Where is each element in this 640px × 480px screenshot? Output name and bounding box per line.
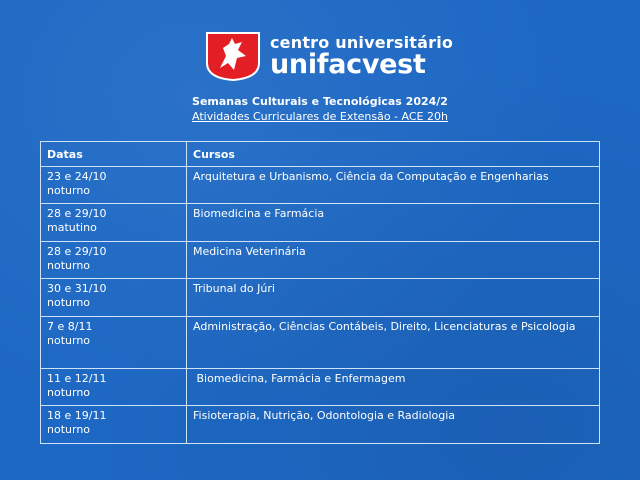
brand-text — [270, 34, 453, 79]
period-value: noturno — [47, 296, 91, 309]
table-row — [41, 369, 600, 406]
date-value: 23 e 24/10 — [47, 170, 107, 183]
courses-cell: Arquitetura e Urbanismo, Ciência da Computação e Engenharias — [187, 167, 600, 204]
table-header-row — [41, 142, 600, 167]
column-header-dates: Datas — [41, 142, 187, 167]
page-title: Semanas Culturais e Tecnológicas 2024/2 — [192, 95, 448, 108]
date-cell — [41, 167, 187, 204]
date-cell — [41, 369, 187, 406]
table-row — [41, 317, 600, 369]
table-row — [41, 406, 600, 444]
unifacvest-shield-logo-icon — [204, 30, 262, 82]
brand-line-1: centro universitário — [270, 32, 454, 52]
date-value: 18 e 19/11 — [47, 409, 107, 422]
table-row — [41, 204, 600, 242]
date-cell — [41, 242, 187, 279]
period-value: noturno — [47, 184, 91, 197]
brand-logo — [204, 30, 453, 82]
period-value: noturno — [47, 259, 91, 272]
period-value: noturno — [47, 334, 91, 347]
courses-cell: Medicina Veterinária — [187, 242, 600, 279]
table-row — [41, 279, 600, 317]
table-row — [41, 242, 600, 279]
date-cell — [41, 406, 187, 444]
page-heading — [0, 94, 640, 124]
courses-cell: Tribunal do Júri — [187, 279, 600, 317]
period-value: noturno — [47, 423, 91, 436]
date-cell — [41, 204, 187, 242]
date-cell — [41, 279, 187, 317]
date-value: 11 e 12/11 — [47, 372, 107, 385]
courses-cell: Biomedicina, Farmácia e Enfermagem — [187, 369, 600, 406]
date-cell — [41, 317, 187, 369]
date-value: 28 e 29/10 — [47, 207, 107, 220]
period-value: noturno — [47, 386, 91, 399]
courses-cell: Administração, Ciências Contábeis, Direito, Licenciaturas e Psicologia — [187, 317, 600, 369]
brand-line-2: unifacvest — [270, 48, 426, 80]
column-header-courses: Cursos — [187, 142, 600, 167]
date-value: 28 e 29/10 — [47, 245, 107, 258]
date-value: 30 e 31/10 — [47, 282, 107, 295]
courses-cell: Fisioterapia, Nutrição, Odontologia e Radiologia — [187, 406, 600, 444]
page-subtitle: Atividades Curriculares de Extensão - ACE 20h — [192, 110, 448, 123]
period-value: matutino — [47, 221, 97, 234]
courses-cell: Biomedicina e Farmácia — [187, 204, 600, 242]
table-row — [41, 167, 600, 204]
schedule-table — [40, 141, 600, 444]
date-value: 7 e 8/11 — [47, 320, 93, 333]
